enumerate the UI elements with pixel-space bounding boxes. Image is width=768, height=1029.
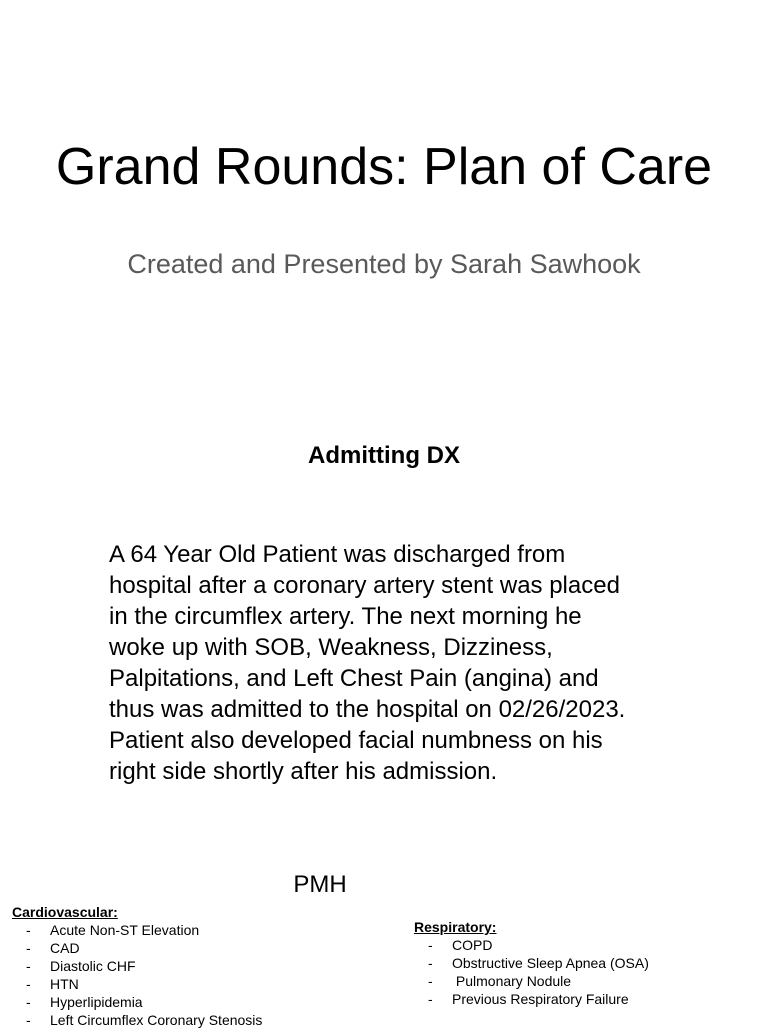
cardiovascular-list bbox=[12, 921, 262, 1029]
dash-bullet: - bbox=[26, 940, 31, 956]
list-item-text: Acute Non-ST Elevation bbox=[50, 922, 200, 938]
cardiovascular-label: Cardiovascular: bbox=[12, 904, 118, 920]
pmh-heading: PMH bbox=[293, 871, 347, 898]
list-item bbox=[414, 990, 649, 1008]
dash-bullet: - bbox=[26, 994, 31, 1010]
list-item-text: Previous Respiratory Failure bbox=[452, 991, 629, 1007]
dash-bullet: - bbox=[26, 922, 31, 938]
dash-bullet: - bbox=[428, 955, 433, 971]
list-item-text: HTN bbox=[50, 976, 79, 992]
list-item bbox=[414, 954, 649, 972]
dash-bullet: - bbox=[26, 976, 31, 992]
admitting-dx-paragraph: A 64 Year Old Patient was discharged from hospital after a coronary artery stent was placed in the circumflex artery. The next morning he woke up with SOB, Weakness, Dizziness, Palpitations, and Left Chest Pain (angina) and thus was admitted to the hospital on 02/26/2023. Patient also developed facial numbness on his right side shortly after his admission. bbox=[109, 541, 626, 785]
list-item-text: Hyperlipidemia bbox=[50, 994, 143, 1010]
list-item-text: Obstructive Sleep Apnea (OSA) bbox=[452, 955, 649, 971]
list-item bbox=[12, 957, 262, 975]
list-item-text: COPD bbox=[452, 937, 493, 953]
dash-bullet: - bbox=[26, 1012, 31, 1028]
dash-bullet: - bbox=[428, 937, 433, 953]
dash-bullet: - bbox=[428, 991, 433, 1007]
list-item-text: Pulmonary Nodule bbox=[452, 973, 572, 989]
list-item bbox=[12, 993, 262, 1011]
list-item bbox=[12, 975, 262, 993]
respiratory-label: Respiratory: bbox=[414, 919, 497, 935]
dash-bullet: - bbox=[26, 958, 31, 974]
page-subtitle: Created and Presented by Sarah Sawhook bbox=[127, 249, 641, 279]
dash-bullet: - bbox=[428, 973, 433, 989]
list-item-text: CAD bbox=[50, 940, 80, 956]
respiratory-section bbox=[414, 918, 649, 1008]
list-item bbox=[414, 936, 649, 954]
respiratory-list bbox=[414, 936, 649, 1008]
admitting-dx-heading: Admitting DX bbox=[308, 442, 460, 469]
list-item bbox=[414, 972, 649, 990]
list-item-text: Diastolic CHF bbox=[50, 958, 136, 974]
list-item bbox=[12, 939, 262, 957]
list-item-text: Left Circumflex Coronary Stenosis bbox=[50, 1012, 263, 1028]
page-title: Grand Rounds: Plan of Care bbox=[55, 138, 713, 196]
cardiovascular-section bbox=[12, 903, 262, 1029]
list-item bbox=[12, 1011, 262, 1029]
list-item bbox=[12, 921, 262, 939]
